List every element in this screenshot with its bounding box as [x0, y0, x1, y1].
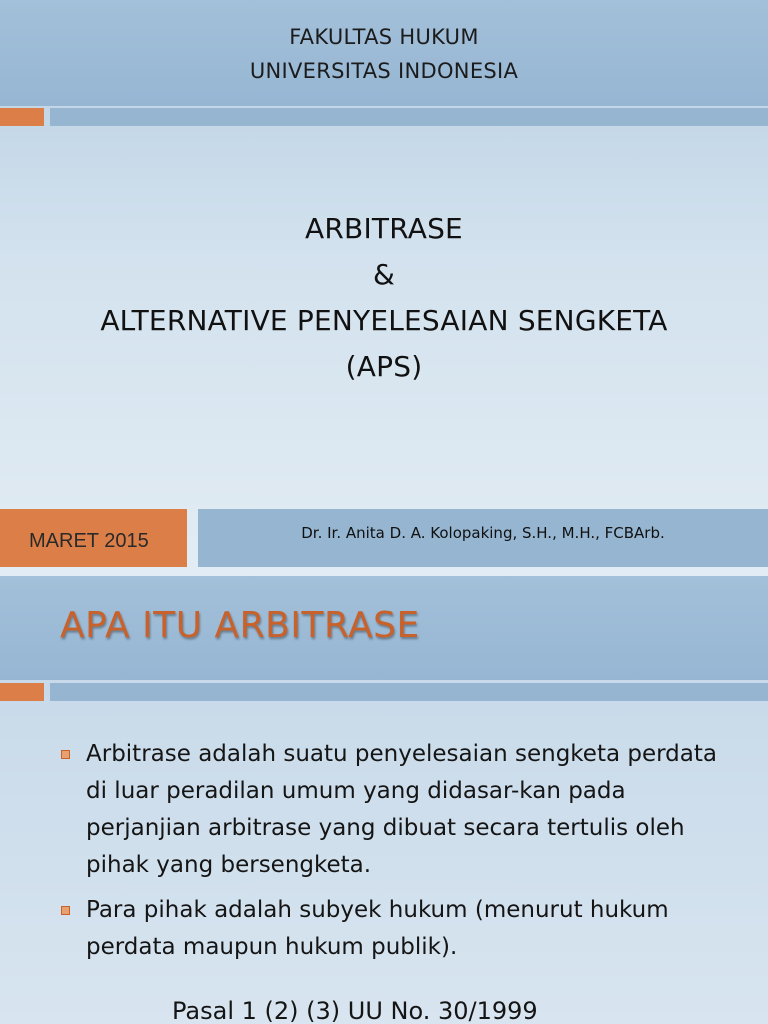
title-line-4: (APS) [345, 350, 423, 383]
slide-header [0, 576, 768, 680]
bullet-list [58, 736, 738, 974]
date-box [0, 509, 187, 567]
list-item [58, 736, 738, 884]
author-box [198, 509, 768, 567]
faculty-name: FAKULTAS HUKUM [289, 25, 479, 49]
square-bullet-icon [61, 906, 70, 915]
title-line-2: & [372, 258, 396, 291]
title-line-1: ARBITRASE [305, 212, 463, 245]
bullet-text: Para pihak adalah subyek hukum (menurut hukum perdata maupun hukum publik). [86, 897, 669, 960]
institution-name [0, 20, 768, 88]
university-name: UNIVERSITAS INDONESIA [249, 59, 519, 83]
list-item [58, 892, 738, 966]
title-line-3: ALTERNATIVE PENYELESAIAN SENGKETA [100, 304, 668, 337]
content-slide [0, 576, 768, 1024]
accent-bar-blue [50, 683, 768, 701]
author-name: Dr. Ir. Anita D. A. Kolopaking, S.H., M.H., FCBArb. [301, 524, 665, 542]
accent-bar-orange [0, 108, 44, 126]
bullet-text: Arbitrase adalah suatu penyelesaian sengketa perdata di luar peradilan umum yang didasar-kan pada perjanjian arbitrase yang dibuat secara tertulis oleh pihak yang bersengketa. [86, 741, 717, 878]
legal-citation: Pasal 1 (2) (3) UU No. 30/1999 [172, 997, 538, 1024]
slide-title: APA ITU ARBITRASE [60, 605, 420, 646]
accent-bar-blue [50, 108, 768, 126]
presentation-date: MARET 2015 [29, 530, 149, 552]
square-bullet-icon [61, 750, 70, 759]
slide-title [0, 206, 768, 390]
slide-header [0, 0, 768, 106]
accent-bar-orange [0, 683, 44, 701]
